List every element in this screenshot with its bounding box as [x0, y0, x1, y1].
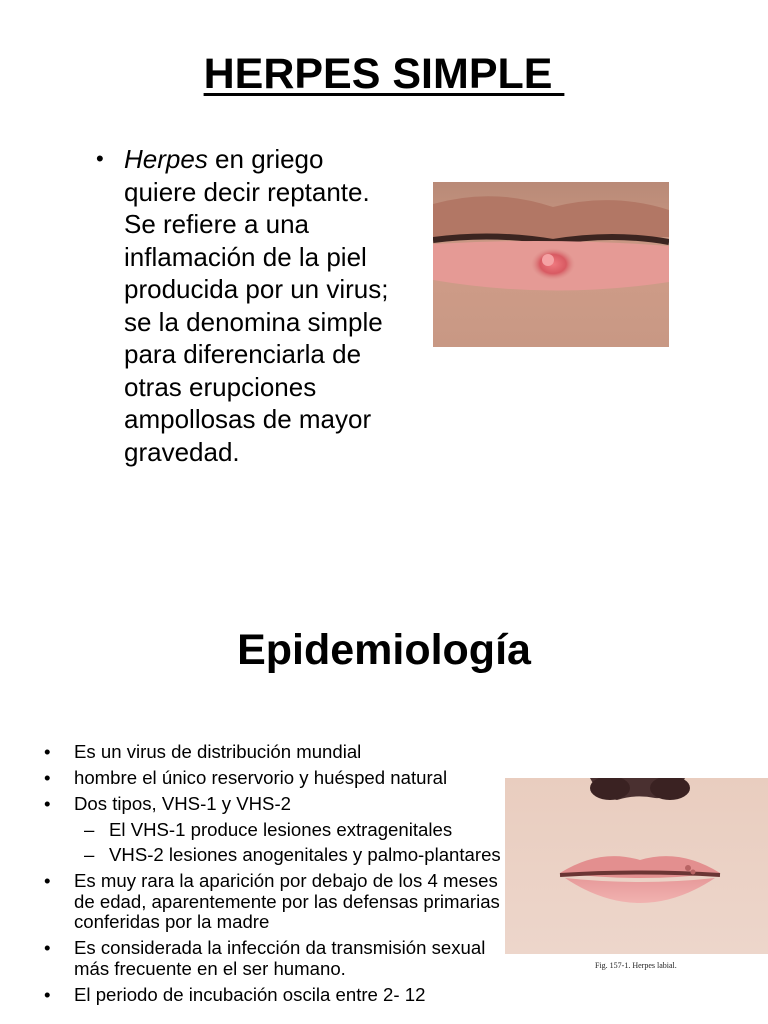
bullet-item: • Es un virus de distribución mundial — [44, 742, 514, 763]
sub-bullet-list — [74, 820, 514, 866]
slide-title: HERPES SIMPLE — [203, 50, 565, 98]
bullet-text: Dos tipos, VHS-1 y VHS-2 — [74, 793, 291, 814]
bullet-list — [96, 143, 396, 468]
bullet-item: • El periodo de incubación oscila entre 2- 12 — [44, 985, 514, 1006]
bullet-item — [44, 794, 514, 866]
slide-epidemiologia — [0, 576, 768, 1024]
bullet-item: • Es considerada la infección da transmisión sexual más frecuente en el ser humano. — [44, 938, 514, 979]
bullet-item: • Es muy rara la aparición por debajo de los 4 meses de edad, aparentemente por las defensas primarias conferidas por la madre — [44, 871, 514, 933]
sub-bullet-item: – VHS-2 lesiones anogenitales y palmo-plantares — [74, 845, 514, 866]
bullet-item — [96, 143, 396, 468]
bullet-item: • hombre el único reservorio y huésped natural — [44, 768, 514, 789]
lip-lesion-photo — [433, 182, 669, 347]
herpes-labial-figure — [505, 778, 768, 974]
slide-title: Epidemiología — [237, 626, 531, 674]
bullet-text: en griego quiere decir reptante. Se refiere a una inflamación de la piel producida por un virus; se la denomina simple para diferenciarla de otras erupciones ampollosas de mayor gravedad. — [124, 144, 389, 467]
figure-caption: Fig. 157-1. Herpes labial. — [595, 961, 677, 970]
bullet-italic-term: Herpes — [124, 144, 208, 174]
bullet-list — [44, 742, 514, 1011]
sub-bullet-item: – El VHS-1 produce lesiones extragenitales — [74, 820, 514, 841]
